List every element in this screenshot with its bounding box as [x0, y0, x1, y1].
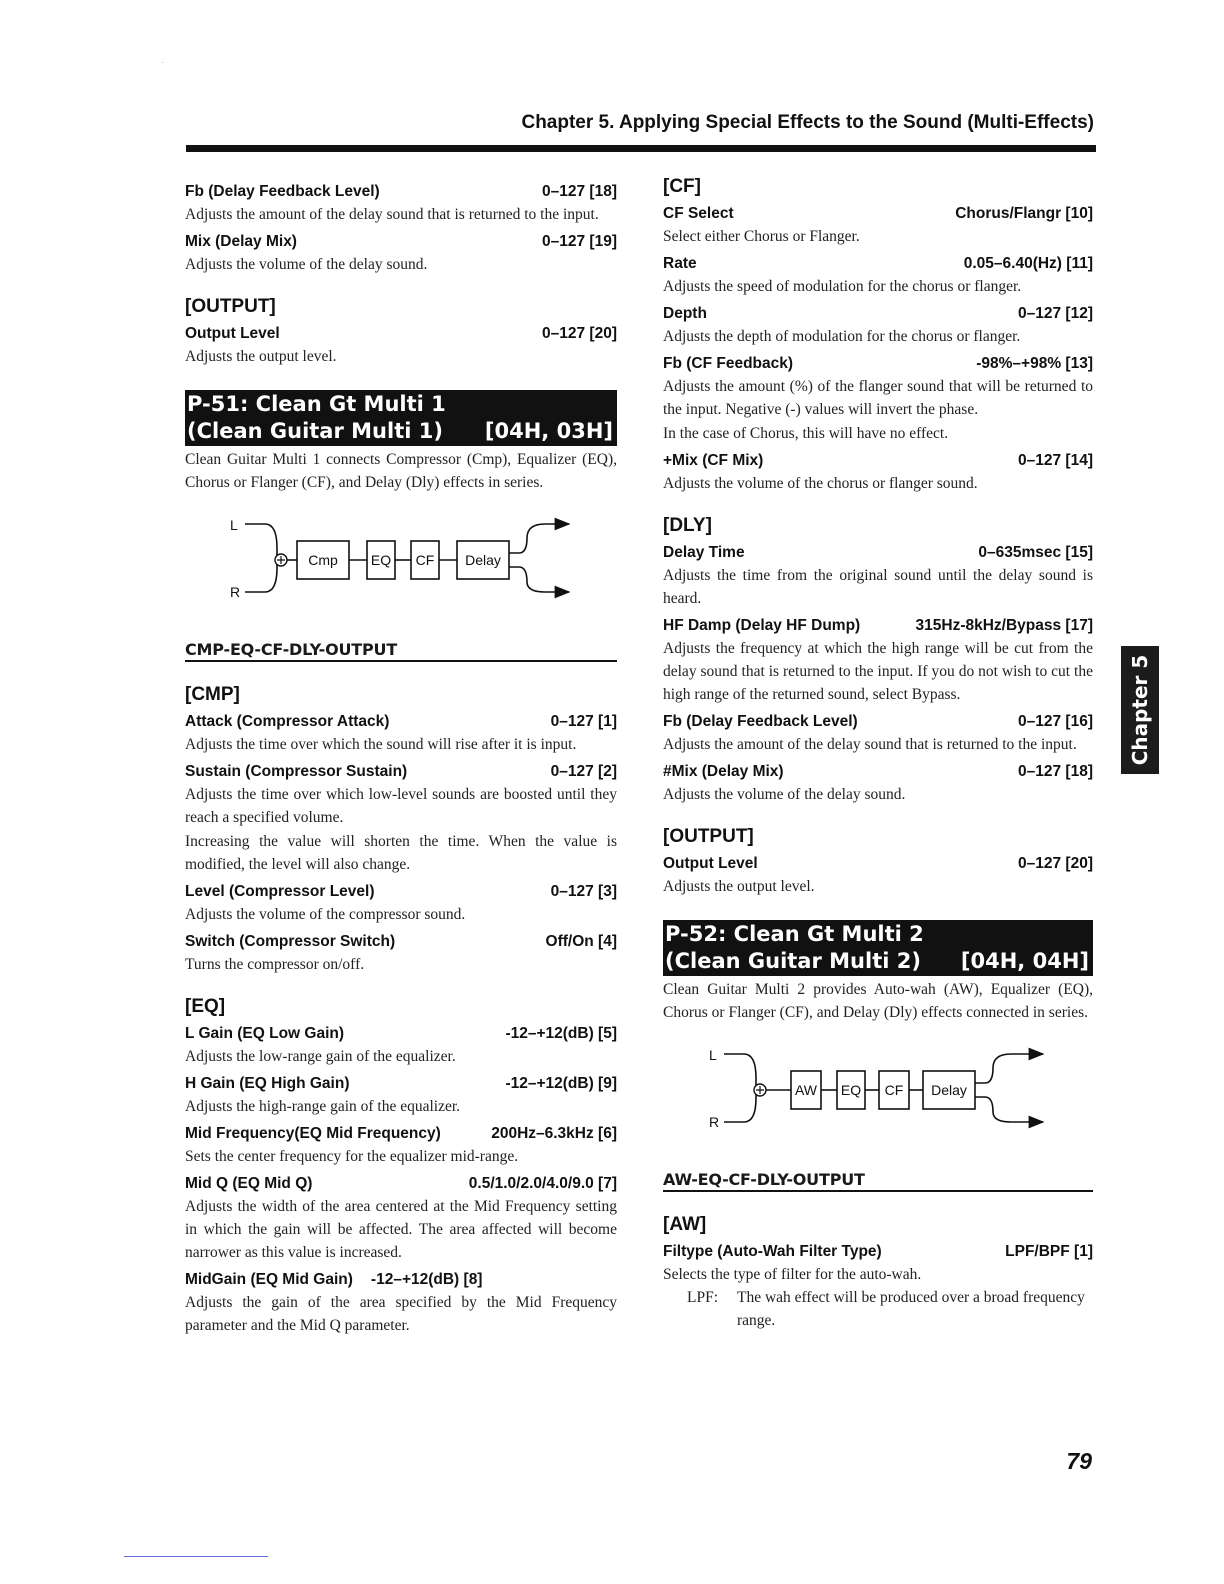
param-name: Fb (Delay Feedback Level): [185, 183, 380, 200]
param-desc-extra: In the case of Chorus, this will have no effect.: [663, 425, 949, 442]
block-label: CF: [415, 552, 435, 568]
param-range: 0.5/1.0/2.0/4.0/9.0 [7]: [468, 1175, 617, 1192]
param-name: +Mix (CF Mix): [663, 452, 764, 469]
param-range: 0–127 [16]: [1018, 713, 1093, 730]
param-desc: Selects the type of filter for the auto-wah.: [663, 1266, 922, 1283]
option-key: LPF:: [687, 1289, 719, 1306]
param-range: Off/On [4]: [545, 933, 617, 950]
param-range: 0–127 [20]: [542, 325, 617, 342]
param-range: -12–+12(dB) [9]: [505, 1075, 617, 1092]
param-depth: [663, 304, 1093, 324]
input-l-line: [245, 524, 277, 558]
param-sustain: [185, 762, 617, 782]
param-name: Rate: [663, 255, 697, 272]
param-name: Switch (Compressor Switch): [185, 933, 396, 950]
chapter-tab-label: Chapter 5: [1128, 654, 1152, 766]
output-r-arrow: [985, 1097, 1043, 1122]
param-name: Fb (Delay Feedback Level): [663, 713, 858, 730]
patch-desc: Clean Guitar Multi 1 connects Compressor (Cmp), Equalizer (EQ), Chorus or Flanger (CF), and Delay (Dly) effects in series.: [185, 451, 617, 491]
output-l-arrow: [519, 524, 569, 553]
param-desc: Adjusts the amount of the delay sound that is returned to the input.: [663, 736, 1077, 753]
param-name: Output Level: [663, 855, 758, 872]
option-text: The wah effect will be produced over a broad frequency range.: [737, 1289, 1085, 1329]
param-desc: Adjusts the volume of the delay sound.: [663, 786, 906, 803]
section-output: [OUTPUT]: [185, 296, 276, 317]
section-output: [OUTPUT]: [663, 826, 754, 847]
patch-title-line1: P-52: Clean Gt Multi 2: [665, 922, 924, 946]
patch-title-line2: [665, 948, 1089, 975]
param-name: Depth: [663, 305, 707, 322]
footer-link-line: [124, 1556, 268, 1557]
param-desc: Adjusts the high-range gain of the equalizer.: [185, 1098, 461, 1115]
param-mix-cf: [663, 451, 1093, 471]
patch-desc: Clean Guitar Multi 2 provides Auto-wah (AW), Equalizer (EQ), Chorus or Flanger (CF), and Delay (Dly) effects connected in series.: [663, 981, 1093, 1021]
param-name: HF Damp (Delay HF Dump): [663, 617, 861, 634]
param-level: [185, 882, 617, 902]
input-r-line: [724, 1092, 756, 1122]
param-name: Delay Time: [663, 544, 745, 561]
param-desc-extra: Increasing the value will shorten the time. When the value is modified, the level will also change.: [185, 833, 617, 873]
patch-subtitle: (Clean Guitar Multi 1): [187, 419, 443, 443]
patch-51-title: [185, 390, 617, 446]
patch-subtitle: (Clean Guitar Multi 2): [665, 949, 921, 973]
block-label: Cmp: [308, 552, 338, 568]
patch-address: [04H, 04H]: [960, 949, 1089, 973]
right-column: [663, 176, 1093, 1332]
param-filtype: [663, 1242, 1093, 1262]
patch-52-title: [663, 920, 1093, 976]
section-eq: [EQ]: [185, 996, 226, 1017]
param-desc: Adjusts the time over which low-level sounds are boosted until they reach a specified volume.: [185, 786, 617, 826]
input-r-label: R: [230, 584, 241, 600]
input-l-line: [724, 1054, 756, 1088]
input-l-label: L: [709, 1047, 717, 1063]
param-range: Chorus/Flangr [10]: [955, 205, 1093, 222]
input-l-label: L: [230, 517, 238, 533]
param-name: Attack (Compressor Attack): [185, 713, 390, 730]
input-r-label: R: [709, 1114, 720, 1130]
param-desc: Adjusts the time over which the sound will rise after it is input.: [185, 736, 577, 753]
split-line: [975, 1083, 985, 1097]
param-range: -98%–+98% [13]: [976, 355, 1093, 372]
section-aw: [AW]: [663, 1214, 707, 1235]
split-line: [509, 553, 519, 567]
param-range: 0–127 [12]: [1018, 305, 1093, 322]
diagram-svg: [185, 508, 617, 618]
output-r-arrow: [519, 567, 569, 592]
param-delay-time: [663, 543, 1093, 563]
param-rate: [663, 254, 1093, 274]
param-desc: Adjusts the frequency at which the high range will be cut from the delay sound that is returned to the input. If you do not wish to cut the high range of the returned sound, select Bypass.: [663, 640, 1093, 703]
block-label: EQ: [370, 552, 392, 568]
param-fb-delay: [185, 182, 617, 202]
param-desc: Adjusts the speed of modulation for the chorus or flanger.: [663, 278, 1022, 295]
param-range: 0–127 [19]: [542, 233, 617, 250]
param-desc: Adjusts the volume of the delay sound.: [185, 256, 428, 273]
signal-flow-diagram: [185, 508, 617, 618]
param-switch: [185, 932, 617, 952]
param-name: Output Level: [185, 325, 280, 342]
param-mid-gain: [185, 1270, 617, 1290]
param-range: 200Hz–6.3kHz [6]: [491, 1125, 617, 1142]
param-range: 0–127 [14]: [1018, 452, 1093, 469]
param-desc: Select either Chorus or Flanger.: [663, 228, 860, 245]
block-label: CF: [884, 1082, 904, 1098]
param-range: 0–127 [20]: [1018, 855, 1093, 872]
param-desc: Adjusts the depth of modulation for the chorus or flanger.: [663, 328, 1021, 345]
param-range: 0–127 [18]: [542, 183, 617, 200]
param-desc: Adjusts the width of the area centered at the Mid Frequency setting in which the gain will be affected. The area affected will become narrower as this value is increased.: [185, 1198, 617, 1261]
param-desc: Adjusts the output level.: [185, 348, 337, 365]
chapter-header: Chapter 5. Applying Special Effects to the Sound (Multi-Effects): [521, 112, 1094, 133]
block-label: EQ: [840, 1082, 862, 1098]
signal-flow-diagram: [663, 1038, 1093, 1148]
param-desc: Adjusts the volume of the compressor sound.: [185, 906, 466, 923]
param-range: 0–127 [3]: [550, 883, 617, 900]
scan-dot: [162, 62, 163, 63]
block-label: Delay: [931, 1082, 967, 1098]
patch-title-line2: [187, 418, 613, 445]
page-number: 79: [1066, 1448, 1092, 1474]
param-mid-q: [185, 1174, 617, 1194]
param-name: Level (Compressor Level): [185, 883, 375, 900]
param-range: -12–+12(dB) [5]: [505, 1025, 617, 1042]
param-fb-delay: [663, 712, 1093, 732]
param-name: CF Select: [663, 205, 734, 222]
param-range: 0–127 [1]: [550, 713, 617, 730]
param-name: Mid Frequency(EQ Mid Frequency): [185, 1125, 441, 1142]
param-name: Sustain (Compressor Sustain): [185, 763, 408, 780]
param-l-gain: [185, 1024, 617, 1044]
param-range: LPF/BPF [1]: [1005, 1243, 1093, 1260]
param-range: -12–+12(dB) [8]: [370, 1271, 483, 1288]
option-lpf: [687, 1286, 1093, 1332]
param-name: H Gain (EQ High Gain): [185, 1075, 350, 1092]
param-name: Mid Q (EQ Mid Q): [185, 1175, 313, 1192]
chain-title: AW-EQ-CF-DLY-OUTPUT: [663, 1170, 1093, 1192]
param-name: L Gain (EQ Low Gain): [185, 1025, 345, 1042]
param-desc: Adjusts the gain of the area specified by the Mid Frequency parameter and the Mid Q parameter.: [185, 1294, 617, 1334]
param-h-gain: [185, 1074, 617, 1094]
block-label: Delay: [465, 552, 501, 568]
input-r-line: [245, 562, 277, 592]
param-cf-select: [663, 204, 1093, 224]
param-range: 0–127 [18]: [1018, 763, 1093, 780]
param-range: 315Hz-8kHz/Bypass [17]: [915, 617, 1093, 634]
param-hf-damp: [663, 616, 1093, 636]
param-desc: Adjusts the amount of the delay sound that is returned to the input.: [185, 206, 599, 223]
param-desc: Adjusts the time from the original sound until the delay sound is heard.: [663, 567, 1093, 607]
patch-title-line1: P-51: Clean Gt Multi 1: [187, 392, 446, 416]
param-range: 0–127 [2]: [550, 763, 617, 780]
param-name: #Mix (Delay Mix): [663, 763, 784, 780]
chapter-tab: [1121, 646, 1159, 774]
param-desc: Adjusts the volume of the chorus or flanger sound.: [663, 475, 978, 492]
block-label: AW: [794, 1082, 818, 1098]
param-range: 0.05–6.40(Hz) [11]: [963, 255, 1093, 272]
diagram-svg: [663, 1038, 1093, 1148]
param-name: MidGain (EQ Mid Gain): [185, 1271, 353, 1288]
header-rule: [186, 145, 1096, 152]
param-name: Filtype (Auto-Wah Filter Type): [663, 1243, 882, 1260]
section-cmp: [CMP]: [185, 684, 240, 705]
param-desc: Turns the compressor on/off.: [185, 956, 365, 973]
param-range: 0–635msec [15]: [978, 544, 1093, 561]
chain-title: CMP-EQ-CF-DLY-OUTPUT: [185, 640, 617, 662]
param-fb-cf: [663, 354, 1093, 374]
param-output-level: [185, 324, 617, 344]
param-desc: Adjusts the amount (%) of the flanger sound that will be returned to the input. Negative (-) values will invert the phase.: [663, 378, 1093, 418]
param-mid-frequency: [185, 1124, 617, 1144]
param-desc: Sets the center frequency for the equalizer mid-range.: [185, 1148, 519, 1165]
param-name: Fb (CF Feedback): [663, 355, 794, 372]
section-cf: [CF]: [663, 176, 701, 197]
param-attack: [185, 712, 617, 732]
left-column: [185, 176, 617, 1337]
patch-address: [04H, 03H]: [484, 419, 613, 443]
section-dly: [DLY]: [663, 515, 712, 536]
param-name: Mix (Delay Mix): [185, 233, 297, 250]
param-output-level: [663, 854, 1093, 874]
param-mix-delay: [663, 762, 1093, 782]
param-desc: Adjusts the output level.: [663, 878, 815, 895]
param-desc: Adjusts the low-range gain of the equalizer.: [185, 1048, 456, 1065]
param-mix-delay: [185, 232, 617, 252]
output-l-arrow: [985, 1054, 1043, 1083]
